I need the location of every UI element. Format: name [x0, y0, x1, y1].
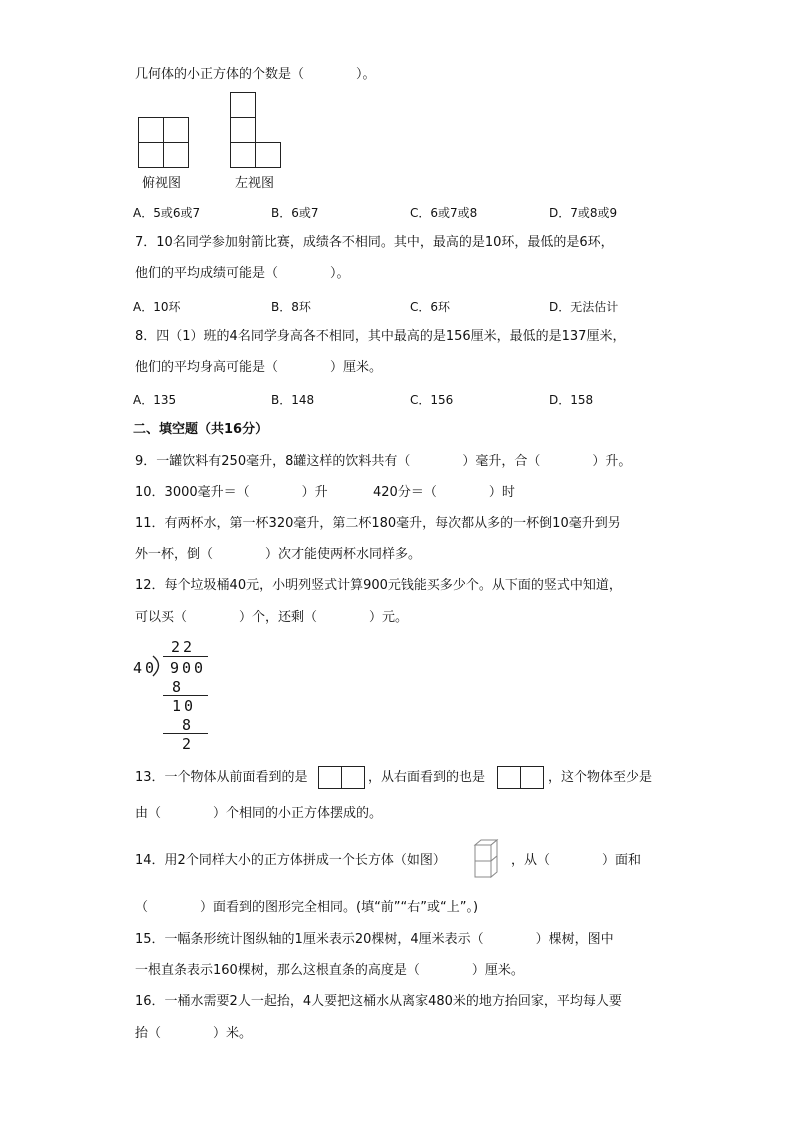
q14-text-part2: ，从（ ）面和	[511, 853, 642, 868]
division-dividend: 900	[170, 659, 207, 677]
q6-option-b[interactable]: B．6或7	[271, 206, 319, 220]
q7-option-d[interactable]: D．无法估计	[549, 300, 619, 314]
division-step1: 8	[172, 678, 185, 696]
q13-text-part2: ，从右面看到的也是	[368, 770, 486, 785]
q11-line2: 外一杯，倒（ ）次才能使两杯水同样多。	[135, 547, 422, 562]
q6-option-c[interactable]: C．6或7或8	[410, 206, 478, 220]
q16-line2: 抬（ ）米。	[135, 1026, 253, 1041]
q8-option-c[interactable]: C．156	[410, 393, 454, 407]
q6-text: 几何体的小正方体的个数是（ ）。	[135, 67, 376, 82]
left-view-label: 左视图	[235, 176, 275, 191]
q14-line2: （ ）面看到的图形完全相同。(填“前”“右”或“上”。)	[135, 900, 479, 915]
division-step2: 10	[172, 697, 197, 715]
stacked-cubes-icon	[472, 839, 502, 883]
q6-option-d[interactable]: D．7或8或9	[549, 206, 618, 220]
q16-line1: 16．一桶水需要2人一起抬，4人要把这桶水从离家480米的地方抬回家，平均每人要	[135, 994, 622, 1009]
q11-line1: 11．有两杯水，第一杯320毫升，第二杯180毫升，每次都从多的一杯倒10毫升到另	[135, 516, 621, 531]
q9-text: 9．一罐饮料有250毫升，8罐这样的饮料共有（ ）毫升，合（ ）升。	[135, 454, 632, 469]
q6-option-a[interactable]: A．5或6或7	[133, 206, 201, 220]
q12-line2: 可以买（ ）个，还剩（ ）元。	[135, 610, 409, 625]
q8-line2: 他们的平均身高可能是（ ）厘米。	[135, 360, 383, 375]
q7-line1: 7．10名同学参加射箭比赛，成绩各不相同。其中，最高的是10环，最低的是6环，	[135, 235, 614, 250]
q13-text-part3: ，这个物体至少是	[548, 770, 653, 785]
q14-text-part1: 14．用2个同样大小的正方体拼成一个长方体（如图）	[135, 853, 446, 868]
q8-line1: 8．四（1）班的4名同学身高各不相同，其中最高的是156厘米，最低的是137厘米，	[135, 329, 626, 344]
division-remainder: 2	[182, 735, 195, 753]
q13-text-part1: 13．一个物体从前面看到的是	[135, 770, 308, 785]
q7-option-c[interactable]: C．6环	[410, 300, 451, 314]
division-quotient: 22	[171, 638, 196, 656]
division-step3: 8	[182, 716, 195, 734]
q13-line2: 由（ ）个相同的小正方体摆成的。	[135, 806, 383, 821]
q12-line1: 12．每个垃圾桶40元，小明列竖式计算900元钱能买多少个。从下面的竖式中知道，	[135, 578, 622, 593]
section-heading: 二、填空题（共16分）	[133, 422, 269, 437]
q7-line2: 他们的平均成绩可能是（ ）。	[135, 266, 350, 281]
q7-option-b[interactable]: B．8环	[271, 300, 311, 314]
q10-part-a: 10．3000毫升＝（ ）升	[135, 485, 328, 500]
q7-option-a[interactable]: A．10环	[133, 300, 181, 314]
q15-line1: 15．一幅条形统计图纵轴的1厘米表示20棵树，4厘米表示（ ）棵树，图中	[135, 932, 614, 947]
q8-option-a[interactable]: A．135	[133, 393, 177, 407]
division-line2	[163, 733, 208, 734]
division-line1	[163, 695, 208, 696]
division-divisor: 40	[133, 659, 158, 677]
top-view-label: 俯视图	[142, 176, 182, 191]
q10-part-b: 420分＝（ ）时	[373, 485, 515, 500]
q8-option-d[interactable]: D．158	[549, 393, 594, 407]
q8-option-b[interactable]: B．148	[271, 393, 315, 407]
q15-line2: 一根直条表示160棵树，那么这根直条的高度是（ ）厘米。	[135, 963, 524, 978]
